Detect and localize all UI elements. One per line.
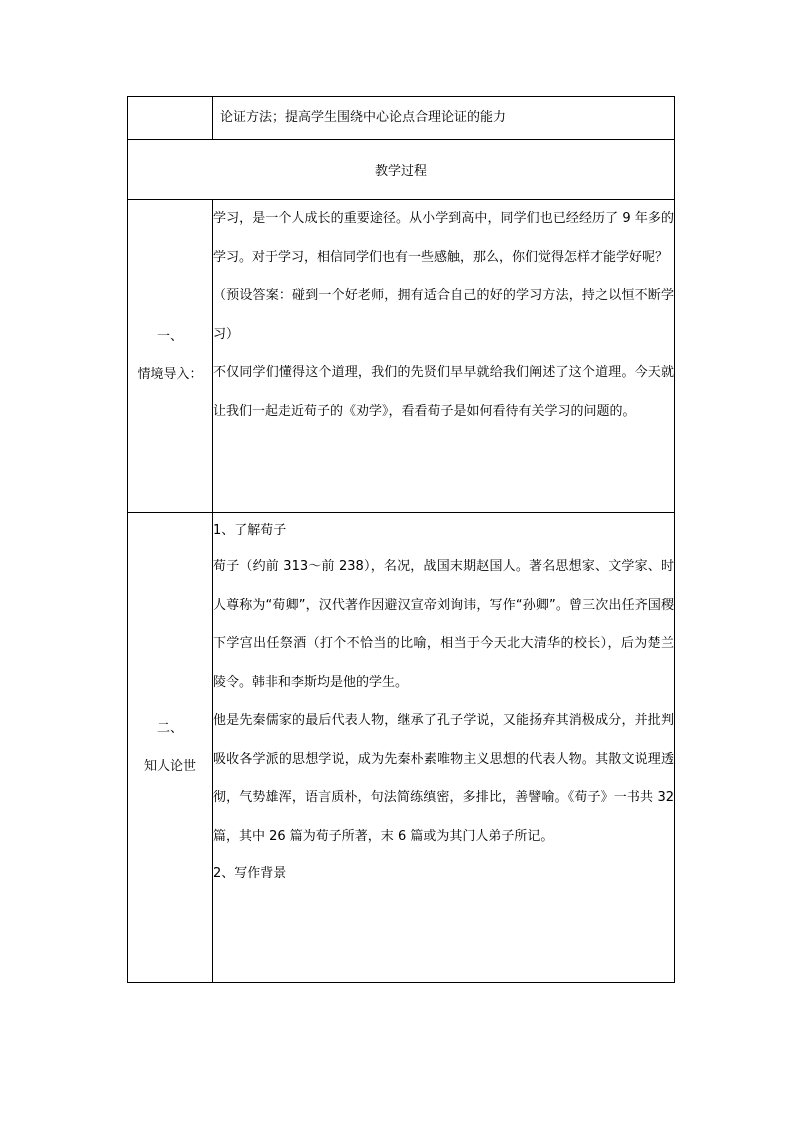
lesson-plan-table bbox=[127, 96, 675, 983]
section-intro-title: 情境导入： bbox=[137, 367, 203, 382]
objective-row bbox=[128, 97, 675, 140]
section-author-number: 二、 bbox=[156, 720, 183, 736]
process-header-row bbox=[128, 140, 675, 200]
section-intro-label bbox=[128, 200, 213, 513]
intro-paragraph-2: （预设答案：碰到一个好老师，拥有适合自己的好的学习方法，持之以恒不断学习） bbox=[213, 288, 674, 342]
section-author-label bbox=[128, 513, 213, 983]
section-intro-row bbox=[128, 200, 675, 513]
objective-label-cell bbox=[128, 97, 213, 140]
author-subheading-2: 2、写作背景 bbox=[213, 866, 287, 881]
section-author-content bbox=[213, 513, 675, 983]
objective-text: 论证方法；提高学生围绕中心论点合理论证的能力 bbox=[213, 97, 675, 140]
section-author-title: 知人论世 bbox=[143, 758, 196, 774]
author-paragraph-2: 他是先秦儒家的最后代表人物，继承了孔子学说，又能扬弃其消极成分，并批判吸收各学派的思想学说，成为先秦朴素唯物主义思想的代表人物。其散文说理透彻，气势雄浑，语言质朴，句法简练缜密，多排比，善譬喻。《荀子》一书共 32 篇，其中 26 篇为荀子所著，末 6 篇或为其门人弟子所记。 bbox=[213, 713, 674, 844]
section-author-row bbox=[128, 513, 675, 983]
section-intro-number: 一、 bbox=[156, 329, 183, 344]
author-subheading-1: 1、了解荀子 bbox=[213, 523, 287, 538]
intro-paragraph-1: 学习，是一个人成长的重要途径。从小学到高中，同学们也已经经历了 9 年多的学习。对于学习，相信同学们也有一些感触，那么，你们觉得怎样才能学好呢？ bbox=[213, 211, 674, 265]
author-paragraph-1: 荀子（约前 313～前 238），名况，战国末期赵国人。著名思想家、文学家、时人尊称为“荀卿”，汉代著作因避汉宣帝刘询讳，写作“孙卿”。曾三次出任齐国稷下学宫出任祭酒（打个不恰当的比喻，相当于今天北大清华的校长），后为楚兰陵令。韩非和李斯均是他的学生。 bbox=[213, 559, 674, 690]
section-intro-content bbox=[213, 200, 675, 513]
intro-paragraph-3: 不仅同学们懂得这个道理，我们的先贤们早早就给我们阐述了这个道理。今天就让我们一起走近荀子的《劝学》，看看荀子是如何看待有关学习的问题的。 bbox=[213, 365, 674, 419]
process-header: 教学过程 bbox=[128, 140, 675, 200]
